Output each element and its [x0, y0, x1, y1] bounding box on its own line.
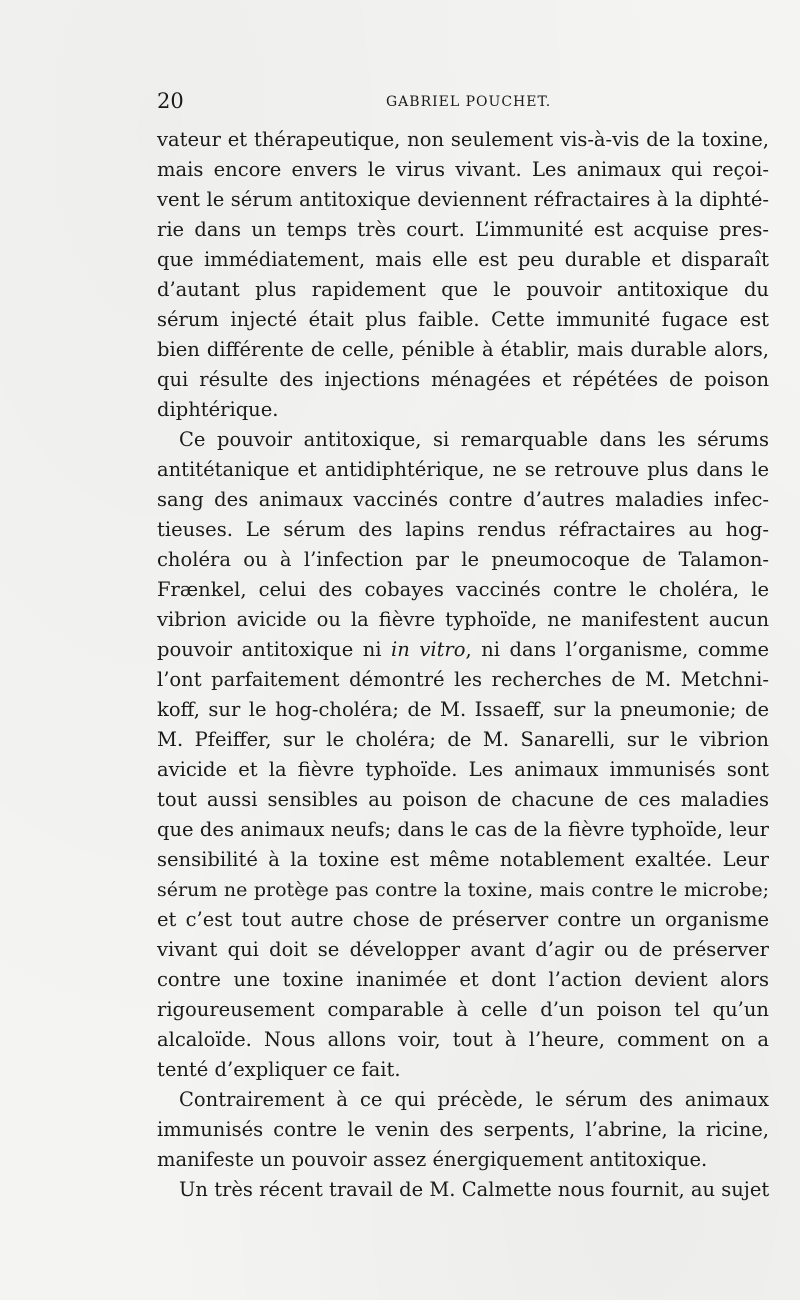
paragraph-first-line: Un très récent travail de M. Calmette nous fournit, au sujet — [179, 1178, 770, 1201]
text-line: immunisés contre le venin des serpents, l’abrine, la ricine, — [157, 1118, 769, 1141]
text-line: sensibilité à la toxine est même notablement exaltée. Leur — [157, 848, 769, 871]
text-line: vibrion avicide ou la fièvre typhoïde, ne manifestent aucun — [157, 608, 769, 631]
text-line: contre une toxine inanimée et dont l’action devient alors — [157, 968, 769, 991]
running-title: GABRIEL POUCHET. — [386, 94, 552, 110]
text-line: que des animaux neufs; dans le cas de la fièvre typhoïde, leur — [157, 818, 769, 841]
paragraph-first-line: Ce pouvoir antitoxique, si remarquable dans les sérums — [179, 428, 769, 451]
text-line: mais encore envers le virus vivant. Les animaux qui reçoi- — [157, 158, 769, 181]
page-number: 20 — [157, 89, 184, 113]
text-line: sérum injecté était plus faible. Cette immunité fugace est — [157, 308, 769, 331]
text-segment: , ni dans l’organisme, comme — [465, 638, 769, 661]
text-line: qui résulte des injections ménagées et répétées de poison — [157, 368, 769, 391]
text-line: avicide et la fièvre typhoïde. Les animaux immunisés sont — [157, 758, 769, 781]
text-line: M. Pfeiffer, sur le choléra; de M. Sanarelli, sur le vibrion — [157, 728, 769, 751]
text-line: vivant qui doit se développer avant d’agir ou de préserver — [157, 938, 769, 961]
text-line: bien différente de celle, pénible à établir, mais durable alors, — [157, 338, 769, 361]
text-line: Frænkel, celui des cobayes vaccinés contre le choléra, le — [157, 578, 769, 601]
text-segment: pouvoir antitoxique ni — [157, 638, 392, 661]
text-line: rigoureusement comparable à celle d’un poison tel qu’un — [157, 998, 769, 1021]
text-line: choléra ou à l’infection par le pneumocoque de Talamon- — [157, 548, 769, 571]
text-line: tenté d’expliquer ce fait. — [157, 1058, 401, 1081]
text-line: vent le sérum antitoxique deviennent réfractaires à la diphté- — [157, 188, 769, 211]
text-line: manifeste un pouvoir assez énergiquement antitoxique. — [157, 1148, 708, 1171]
text-line: tout aussi sensibles au poison de chacune de ces maladies — [157, 788, 769, 811]
text-line: koff, sur le hog-choléra; de M. Issaeff, sur la pneumonie; de — [157, 698, 769, 721]
text-line: vateur et thérapeutique, non seulement vis-à-vis de la toxine, — [157, 128, 769, 151]
text-line: tieuses. Le sérum des lapins rendus réfractaires au hog- — [157, 518, 769, 541]
text-line: sang des animaux vaccinés contre d’autres maladies infec- — [157, 488, 769, 511]
text-line: d’autant plus rapidement que le pouvoir antitoxique du — [157, 278, 769, 301]
text-line-with-italic — [157, 635, 769, 665]
text-line: sérum ne protège pas contre la toxine, mais contre le microbe; — [157, 879, 769, 901]
text-line: alcaloïde. Nous allons voir, tout à l’heure, comment on a — [157, 1028, 769, 1051]
text-line: et c’est tout autre chose de préserver contre un organisme — [157, 908, 769, 931]
body-text — [157, 125, 769, 1205]
italic-phrase: in vitro — [391, 638, 466, 661]
text-line: rie dans un temps très court. L’immunité est acquise pres- — [157, 218, 769, 241]
text-line: l’ont parfaitement démontré les recherches de M. Metchni- — [157, 668, 769, 691]
paragraph-first-line: Contrairement à ce qui précède, le sérum des animaux — [179, 1088, 769, 1111]
text-line: que immédiatement, mais elle est peu durable et disparaît — [157, 248, 769, 271]
text-line: diphtérique. — [157, 398, 279, 421]
running-head — [157, 86, 771, 116]
text-line: antitétanique et antidiphtérique, ne se retrouve plus dans le — [157, 458, 769, 481]
